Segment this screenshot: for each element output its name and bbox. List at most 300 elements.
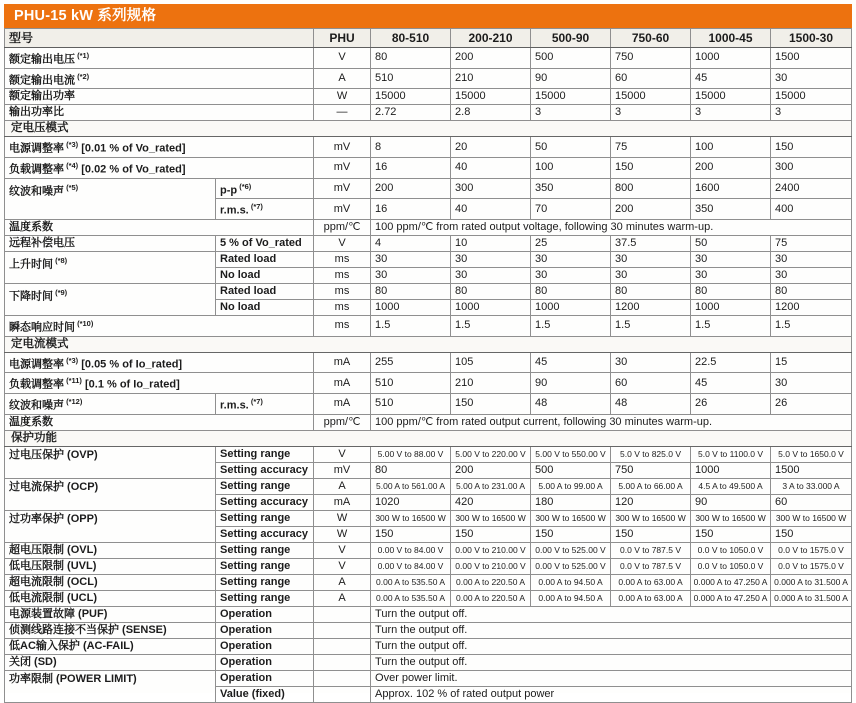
value-cell: 2400	[771, 178, 852, 199]
value-cell: 26	[691, 393, 771, 414]
row-sublabel: r.m.s. $^{(*7)}$	[216, 393, 314, 414]
footnote-marker: (*4)	[64, 160, 79, 170]
spec-row	[5, 622, 852, 638]
row-sublabel: No load	[216, 267, 314, 283]
value-cell: 150	[611, 526, 691, 542]
header-row	[5, 29, 852, 48]
value-cell: 1.5	[691, 315, 771, 336]
value-cell: 60	[611, 373, 691, 394]
unit-cell: mA	[314, 393, 371, 414]
value-cell: 350	[531, 178, 611, 199]
span-value-cell: Approx. 102 % of rated output power	[371, 686, 852, 702]
row-sublabel: r.m.s. $^{(*7)}$	[216, 199, 314, 220]
value-cell: 45	[691, 68, 771, 89]
header-model-label: 型号	[5, 29, 314, 48]
unit-cell	[314, 638, 371, 654]
footnote-marker: (*1)	[75, 51, 90, 60]
row-sublabel: Operation	[216, 622, 314, 638]
row-label: 低AC输入保护 (AC-FAIL)	[5, 638, 216, 654]
value-cell: 0.00 A to 535.50 A	[371, 590, 451, 606]
section-title: 定电流模式	[5, 336, 852, 352]
value-cell: 20	[451, 137, 531, 158]
value-cell: 10	[451, 235, 531, 251]
unit-cell: V	[314, 235, 371, 251]
value-cell: 300	[451, 178, 531, 199]
unit-cell: mA	[314, 352, 371, 373]
footnote-marker: (*7)	[248, 396, 263, 406]
value-cell: 2.72	[371, 105, 451, 121]
value-cell: 30	[771, 267, 852, 283]
value-cell: 0.00 V to 210.00 V	[451, 558, 531, 574]
unit-cell: ppm/℃	[314, 414, 371, 430]
value-cell: 1000	[691, 48, 771, 69]
value-cell: 150	[691, 526, 771, 542]
section-title: 定电压模式	[5, 121, 852, 137]
spec-row	[5, 157, 852, 178]
spec-row	[5, 178, 852, 199]
value-cell: 0.000 A to 47.250 A	[691, 574, 771, 590]
value-cell: 5.00 A to 231.00 A	[451, 478, 531, 494]
row-label: 过电压保护 (OVP)	[5, 446, 216, 478]
row-label: 额定输出电流 $^{(*2)}$	[5, 68, 314, 89]
value-cell: 5.00 V to 220.00 V	[451, 446, 531, 462]
value-cell: 5.0 V to 825.0 V	[611, 446, 691, 462]
value-cell: 150	[771, 137, 852, 158]
spec-row	[5, 352, 852, 373]
value-cell: 80	[451, 283, 531, 299]
value-cell: 150	[531, 526, 611, 542]
span-value-cell: Turn the output off.	[371, 606, 852, 622]
value-cell: 0.0 V to 1575.0 V	[771, 558, 852, 574]
value-cell: 80	[691, 283, 771, 299]
value-cell: 500	[531, 462, 611, 478]
value-cell: 0.0 V to 787.5 V	[611, 542, 691, 558]
row-sublabel: p-p $^{(*6)}$	[216, 178, 314, 199]
spec-row	[5, 574, 852, 590]
value-cell: 0.00 V to 84.00 V	[371, 558, 451, 574]
value-cell: 80	[771, 283, 852, 299]
value-cell: 5.00 A to 66.00 A	[611, 478, 691, 494]
section-row	[5, 430, 852, 446]
row-label: 过功率保护 (OPP)	[5, 510, 216, 542]
value-cell: 1.5	[531, 315, 611, 336]
value-cell: 0.00 A to 535.50 A	[371, 574, 451, 590]
value-cell: 5.00 V to 88.00 V	[371, 446, 451, 462]
value-cell: 37.5	[611, 235, 691, 251]
spec-row	[5, 283, 852, 299]
value-cell: 200	[451, 462, 531, 478]
value-cell: 750	[611, 48, 691, 69]
value-cell: 0.00 V to 525.00 V	[531, 542, 611, 558]
spec-table-head	[5, 29, 852, 48]
footnote-marker: (*11)	[64, 376, 82, 386]
span-value-cell: Over power limit.	[371, 670, 852, 686]
value-cell: 300 W to 16500 W	[771, 510, 852, 526]
value-cell: 30	[611, 251, 691, 267]
value-cell: 1.5	[371, 315, 451, 336]
row-sublabel: Setting range	[216, 510, 314, 526]
span-value-cell: Turn the output off.	[371, 654, 852, 670]
header-model: 1000-45	[691, 29, 771, 48]
value-cell: 0.00 A to 94.50 A	[531, 590, 611, 606]
unit-cell: A	[314, 574, 371, 590]
value-cell: 300 W to 16500 W	[451, 510, 531, 526]
spec-table	[4, 28, 852, 703]
value-cell: 500	[531, 48, 611, 69]
value-cell: 100	[691, 137, 771, 158]
header-model: 200-210	[451, 29, 531, 48]
spec-row	[5, 235, 852, 251]
value-cell: 0.000 A to 31.500 A	[771, 574, 852, 590]
row-sublabel: Operation	[216, 638, 314, 654]
value-cell: 1.5	[451, 315, 531, 336]
spec-row	[5, 89, 852, 105]
value-cell: 3	[531, 105, 611, 121]
value-cell: 80	[531, 283, 611, 299]
value-cell: 0.0 V to 1575.0 V	[771, 542, 852, 558]
row-sublabel: Setting range	[216, 574, 314, 590]
unit-cell	[314, 622, 371, 638]
spec-row	[5, 219, 852, 235]
value-cell: 30	[531, 251, 611, 267]
header-series-label: PHU	[314, 29, 371, 48]
value-cell: 0.0 V to 787.5 V	[611, 558, 691, 574]
spec-row	[5, 542, 852, 558]
value-cell: 80	[371, 48, 451, 69]
value-cell: 80	[611, 283, 691, 299]
unit-cell: V	[314, 446, 371, 462]
row-sublabel: Operation	[216, 606, 314, 622]
footnote-marker: (*12)	[64, 396, 83, 406]
value-cell: 210	[451, 68, 531, 89]
row-sublabel: 5 % of Vo_rated	[216, 235, 314, 251]
row-sublabel: Rated load	[216, 283, 314, 299]
row-label: 纹波和噪声 $^{(*5)}$	[5, 178, 216, 219]
value-cell: 200	[371, 178, 451, 199]
value-cell: 45	[691, 373, 771, 394]
row-label: 负载调整率 $^{(*4)}$ [0.02 % of Vo_rated]	[5, 157, 314, 178]
unit-cell: ms	[314, 299, 371, 315]
value-cell: 0.00 A to 220.50 A	[451, 574, 531, 590]
value-cell: 210	[451, 373, 531, 394]
row-label: 上升时间 $^{(*8)}$	[5, 251, 216, 283]
row-label: 负载调整率 $^{(*11)}$ [0.1 % of Io_rated]	[5, 373, 314, 394]
unit-cell: A	[314, 590, 371, 606]
value-cell: 30	[611, 352, 691, 373]
value-cell: 80	[371, 462, 451, 478]
header-model: 500-90	[531, 29, 611, 48]
spec-row	[5, 606, 852, 622]
value-cell: 2.8	[451, 105, 531, 121]
value-cell: 30	[451, 267, 531, 283]
unit-cell: W	[314, 89, 371, 105]
spec-row	[5, 510, 852, 526]
value-cell: 60	[611, 68, 691, 89]
span-value-cell: Turn the output off.	[371, 638, 852, 654]
row-sublabel: Setting range	[216, 478, 314, 494]
value-cell: 22.5	[691, 352, 771, 373]
value-cell: 200	[691, 157, 771, 178]
row-label: 电源调整率 $^{(*3)}$ [0.05 % of Io_rated]	[5, 352, 314, 373]
row-label: 瞬态响应时间 $^{(*10)}$	[5, 315, 314, 336]
value-cell: 30	[451, 251, 531, 267]
unit-cell: mA	[314, 494, 371, 510]
span-value-cell: Turn the output off.	[371, 622, 852, 638]
unit-cell	[314, 686, 371, 702]
spec-row	[5, 478, 852, 494]
unit-cell: —	[314, 105, 371, 121]
value-cell: 510	[371, 68, 451, 89]
value-cell: 40	[451, 199, 531, 220]
row-label: 低电压限制 (UVL)	[5, 558, 216, 574]
unit-cell: ms	[314, 315, 371, 336]
row-label: 下降时间 $^{(*9)}$	[5, 283, 216, 315]
value-cell: 0.0 V to 1050.0 V	[691, 558, 771, 574]
value-cell: 90	[531, 373, 611, 394]
row-label: 超电流限制 (OCL)	[5, 574, 216, 590]
footnote-marker: (*3)	[64, 140, 79, 150]
value-cell: 15000	[531, 89, 611, 105]
row-sublabel: No load	[216, 299, 314, 315]
unit-cell	[314, 670, 371, 686]
unit-cell: W	[314, 526, 371, 542]
row-sublabel: Value (fixed)	[216, 686, 314, 702]
row-sublabel: Setting range	[216, 590, 314, 606]
value-cell: 0.0 V to 1050.0 V	[691, 542, 771, 558]
value-cell: 150	[451, 393, 531, 414]
value-cell: 0.000 A to 47.250 A	[691, 590, 771, 606]
value-cell: 1000	[691, 299, 771, 315]
value-cell: 4.5 A to 49.500 A	[691, 478, 771, 494]
header-model: 750-60	[611, 29, 691, 48]
unit-cell: W	[314, 510, 371, 526]
row-label: 额定输出电压 $^{(*1)}$	[5, 48, 314, 69]
value-cell: 30	[531, 267, 611, 283]
row-sublabel: Rated load	[216, 251, 314, 267]
value-cell: 5.00 V to 550.00 V	[531, 446, 611, 462]
spec-row	[5, 590, 852, 606]
span-value-cell: 100 ppm/℃ from rated output current, following 30 minutes warm-up.	[371, 414, 852, 430]
value-cell: 1600	[691, 178, 771, 199]
value-cell: 100	[531, 157, 611, 178]
value-cell: 15000	[371, 89, 451, 105]
row-label: 过电流保护 (OCP)	[5, 478, 216, 510]
spec-row	[5, 373, 852, 394]
spec-row	[5, 414, 852, 430]
value-cell: 400	[771, 199, 852, 220]
row-sublabel: Setting accuracy	[216, 462, 314, 478]
value-cell: 25	[531, 235, 611, 251]
value-cell: 75	[611, 137, 691, 158]
value-cell: 30	[771, 373, 852, 394]
value-cell: 80	[371, 283, 451, 299]
row-label: 超电压限制 (OVL)	[5, 542, 216, 558]
spec-row	[5, 654, 852, 670]
value-cell: 16	[371, 199, 451, 220]
value-cell: 15000	[611, 89, 691, 105]
value-cell: 1000	[531, 299, 611, 315]
value-cell: 5.00 A to 99.00 A	[531, 478, 611, 494]
unit-cell: mA	[314, 373, 371, 394]
value-cell: 3	[771, 105, 852, 121]
unit-cell	[314, 654, 371, 670]
row-sublabel: Operation	[216, 654, 314, 670]
value-cell: 30	[611, 267, 691, 283]
header-model: 1500-30	[771, 29, 852, 48]
value-cell: 200	[611, 199, 691, 220]
unit-cell: mV	[314, 137, 371, 158]
unit-cell: mV	[314, 178, 371, 199]
spec-row	[5, 315, 852, 336]
value-cell: 0.00 A to 63.00 A	[611, 574, 691, 590]
footnote-marker: (*8)	[53, 255, 68, 265]
spec-row	[5, 393, 852, 414]
value-cell: 30	[771, 68, 852, 89]
footnote-marker: (*10)	[75, 318, 94, 328]
value-cell: 30	[691, 251, 771, 267]
row-label: 输出功率比	[5, 105, 314, 121]
value-cell: 200	[451, 48, 531, 69]
value-cell: 0.00 V to 84.00 V	[371, 542, 451, 558]
value-cell: 300 W to 16500 W	[371, 510, 451, 526]
unit-cell: A	[314, 68, 371, 89]
value-cell: 1200	[771, 299, 852, 315]
value-cell: 420	[451, 494, 531, 510]
row-label: 纹波和噪声 $^{(*12)}$	[5, 393, 216, 414]
value-cell: 48	[531, 393, 611, 414]
row-label: 电源装置故障 (PUF)	[5, 606, 216, 622]
unit-cell: V	[314, 48, 371, 69]
value-cell: 30	[691, 267, 771, 283]
value-cell: 150	[371, 526, 451, 542]
page-title: PHU-15 kW 系列规格	[14, 8, 157, 24]
row-label: 低电流限制 (UCL)	[5, 590, 216, 606]
row-sublabel: Setting accuracy	[216, 526, 314, 542]
value-cell: 300	[771, 157, 852, 178]
spec-row	[5, 68, 852, 89]
value-cell: 1000	[451, 299, 531, 315]
value-cell: 48	[611, 393, 691, 414]
value-cell: 15	[771, 352, 852, 373]
value-cell: 30	[371, 251, 451, 267]
value-cell: 60	[771, 494, 852, 510]
value-cell: 1500	[771, 48, 852, 69]
spec-row	[5, 48, 852, 69]
spec-row	[5, 105, 852, 121]
value-cell: 1200	[611, 299, 691, 315]
value-cell: 50	[691, 235, 771, 251]
value-cell: 300 W to 16500 W	[531, 510, 611, 526]
value-cell: 8	[371, 137, 451, 158]
section-title: 保护功能	[5, 430, 852, 446]
unit-cell: ms	[314, 267, 371, 283]
value-cell: 50	[531, 137, 611, 158]
value-cell: 105	[451, 352, 531, 373]
value-cell: 5.00 A to 561.00 A	[371, 478, 451, 494]
value-cell: 255	[371, 352, 451, 373]
value-cell: 150	[451, 526, 531, 542]
footnote-marker: (*6)	[237, 181, 252, 191]
value-cell: 0.00 A to 94.50 A	[531, 574, 611, 590]
value-cell: 40	[451, 157, 531, 178]
unit-cell: mV	[314, 157, 371, 178]
value-cell: 1500	[771, 462, 852, 478]
value-cell: 3	[611, 105, 691, 121]
value-cell: 75	[771, 235, 852, 251]
value-cell: 5.0 V to 1650.0 V	[771, 446, 852, 462]
unit-cell: V	[314, 558, 371, 574]
value-cell: 1000	[691, 462, 771, 478]
footnote-marker: (*2)	[75, 71, 90, 81]
footnote-marker: (*3)	[64, 355, 79, 365]
spec-table-body	[5, 48, 852, 703]
spec-row	[5, 670, 852, 686]
spec-row	[5, 251, 852, 267]
unit-cell	[314, 606, 371, 622]
value-cell: 0.00 A to 220.50 A	[451, 590, 531, 606]
value-cell: 1.5	[611, 315, 691, 336]
value-cell: 0.00 V to 210.00 V	[451, 542, 531, 558]
value-cell: 5.0 V to 1100.0 V	[691, 446, 771, 462]
spec-row	[5, 558, 852, 574]
row-sublabel: Setting range	[216, 558, 314, 574]
value-cell: 30	[371, 267, 451, 283]
series-title-bar	[4, 4, 852, 28]
value-cell: 1000	[371, 299, 451, 315]
value-cell: 750	[611, 462, 691, 478]
value-cell: 180	[531, 494, 611, 510]
row-sublabel: Setting range	[216, 542, 314, 558]
unit-cell: mV	[314, 199, 371, 220]
spec-row	[5, 638, 852, 654]
value-cell: 300 W to 16500 W	[611, 510, 691, 526]
section-row	[5, 121, 852, 137]
value-cell: 90	[691, 494, 771, 510]
row-label: 侦测线路连接不当保护 (SENSE)	[5, 622, 216, 638]
value-cell: 120	[611, 494, 691, 510]
footnote-marker: (*7)	[248, 202, 263, 212]
unit-cell: ppm/℃	[314, 219, 371, 235]
row-label: 额定输出功率	[5, 89, 314, 105]
value-cell: 30	[771, 251, 852, 267]
spec-row	[5, 137, 852, 158]
value-cell: 300 W to 16500 W	[691, 510, 771, 526]
value-cell: 1.5	[771, 315, 852, 336]
value-cell: 15000	[691, 89, 771, 105]
value-cell: 150	[611, 157, 691, 178]
row-sublabel: Setting range	[216, 446, 314, 462]
value-cell: 3	[691, 105, 771, 121]
row-sublabel: Setting accuracy	[216, 494, 314, 510]
value-cell: 90	[531, 68, 611, 89]
unit-cell: ms	[314, 251, 371, 267]
row-label: 电源调整率 $^{(*3)}$ [0.01 % of Vo_rated]	[5, 137, 314, 158]
value-cell: 26	[771, 393, 852, 414]
value-cell: 0.00 A to 63.00 A	[611, 590, 691, 606]
row-label: 远程补偿电压	[5, 235, 216, 251]
value-cell: 70	[531, 199, 611, 220]
value-cell: 510	[371, 393, 451, 414]
spec-row	[5, 446, 852, 462]
section-row	[5, 336, 852, 352]
row-label: 关闭 (SD)	[5, 654, 216, 670]
value-cell: 15000	[771, 89, 852, 105]
unit-cell: mV	[314, 462, 371, 478]
value-cell: 45	[531, 352, 611, 373]
value-cell: 0.000 A to 31.500 A	[771, 590, 852, 606]
value-cell: 150	[771, 526, 852, 542]
header-model: 80-510	[371, 29, 451, 48]
